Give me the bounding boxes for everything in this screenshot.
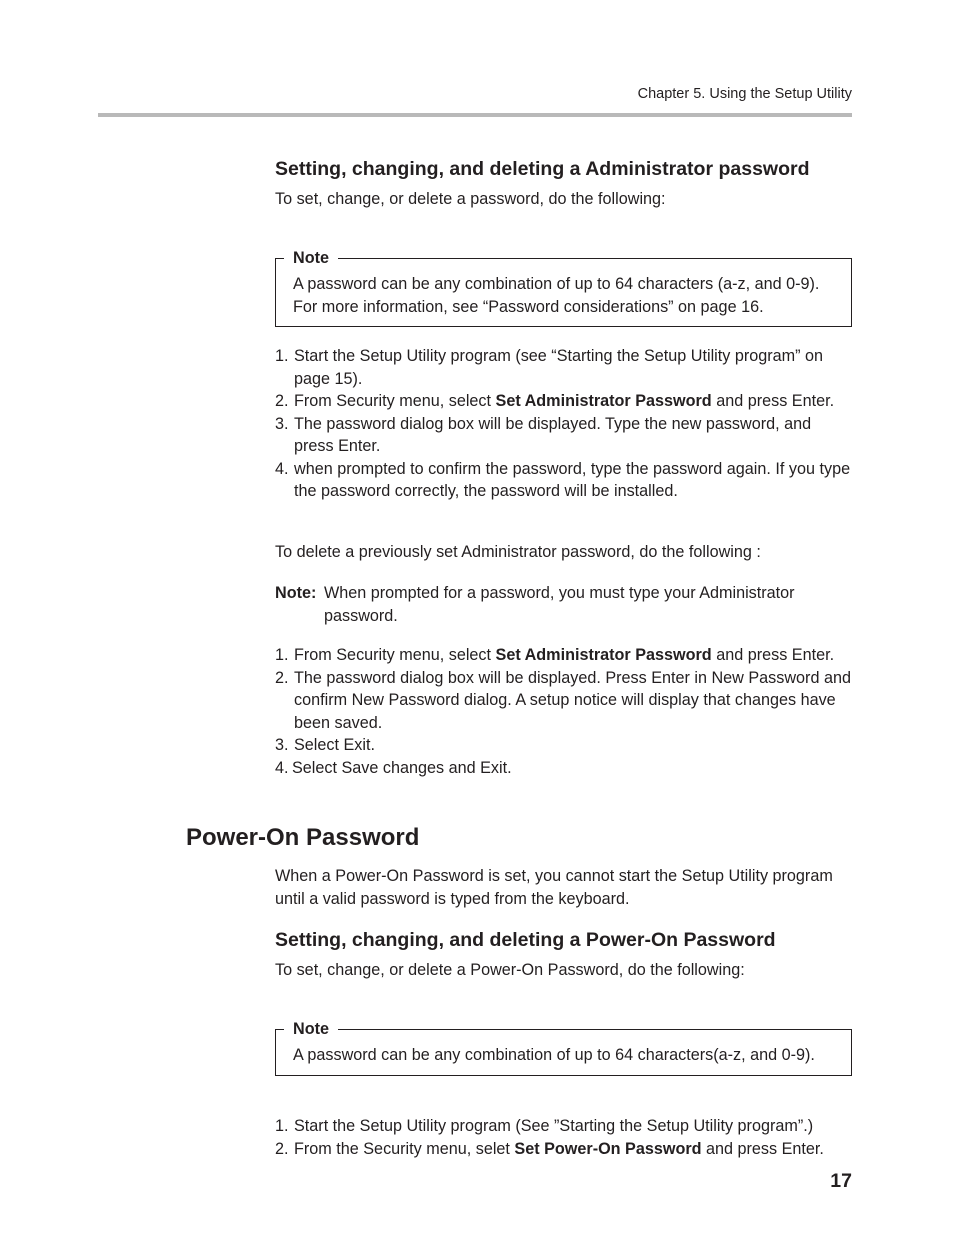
note-text: A password can be any combination of up to 64 characters(a-z, and 0-9). [293,1046,815,1064]
step-text: The password dialog box will be displayed. Press Enter in New Password and confirm New Password dialog. A setup notice will display that changes have been saved. [294,668,851,732]
step-text: The password dialog box will be displayed. Type the new password, and press Enter. [294,414,812,455]
menu-item-name: Set Administrator Password [495,646,712,664]
list-item [275,413,852,458]
step-number: 1. [275,646,289,664]
poweron-intro-text: When a Power-On Password is set, you cannot start the Setup Utility program until a valid password is typed from the keyboard. [275,867,833,908]
step-text: Select Exit. [294,736,375,754]
admin-delete-intro [275,541,852,564]
step-number: 3. [275,414,289,433]
step-text: and press Enter. [711,646,835,664]
page-number: 17 [830,1170,852,1192]
poweron-note-box [275,1020,852,1076]
poweron-intro [275,865,852,910]
step-number: 1. [275,347,289,365]
inline-note [275,582,852,627]
step-text: Select Save changes and Exit. [292,758,512,777]
list-item [275,667,852,735]
list-item [275,345,852,390]
list-item [275,757,852,780]
admin-set-steps [275,345,852,503]
list-item [275,458,852,503]
step-text: From Security menu, select [294,392,496,410]
poweron-heading: Power-On Password [186,824,420,851]
step-text: and press Enter. [711,392,835,410]
header-rule [98,113,852,117]
admin-section [275,157,852,211]
list-item [275,734,852,757]
menu-item-name: Set Administrator Password [495,392,712,410]
admin-section-title: Setting, changing, and deleting a Administrator password [275,158,810,180]
poweron-steps [275,1115,852,1160]
admin-intro: To set, change, or delete a password, do the following: [275,190,666,208]
step-text: From Security menu, select [294,646,496,664]
step-text: Start the Setup Utility program (see “Starting the Setup Utility program” on page 15). [294,347,824,388]
running-header: Chapter 5. Using the Setup Utility [637,86,852,102]
note-label: Note [284,247,338,270]
note-label: Note [284,1018,338,1041]
inline-note-label: Note: [275,584,317,602]
step-number: 4. [275,758,289,777]
inline-note-text: When prompted for a password, you must type your Administrator password. [324,584,795,625]
step-text: From the Security menu, selet [294,1139,515,1158]
admin-delete-steps [275,644,852,779]
poweron-sub-intro: To set, change, or delete a Power-On Password, do the following: [275,961,745,979]
note-text: A password can be any combination of up to 64 characters (a-z, and 0-9). For more information, see “Password considerations” on page 16. [293,275,820,316]
list-item [275,1138,852,1161]
list-item [275,1115,852,1138]
step-number: 4. [275,459,289,478]
step-number: 2. [275,1139,289,1158]
step-text: and press Enter. [701,1139,824,1158]
step-number: 3. [275,736,289,754]
list-item [275,390,852,413]
poweron-subsection [275,928,852,982]
step-number: 2. [275,392,289,410]
menu-item-name: Set Power-On Password [514,1139,702,1158]
step-text: when prompted to confirm the password, type the password again. If you type the password correctly, the password will be installed. [294,459,851,500]
poweron-section-title: Setting, changing, and deleting a Power-On Password [275,929,776,951]
step-number: 1. [275,1117,289,1135]
step-number: 2. [275,668,289,687]
admin-note-box [275,249,852,327]
delete-intro-text: To delete a previously set Administrator password, do the following : [275,543,761,561]
list-item [275,644,852,667]
step-text: Start the Setup Utility program (See ”Starting the Setup Utility program”.) [294,1117,814,1135]
